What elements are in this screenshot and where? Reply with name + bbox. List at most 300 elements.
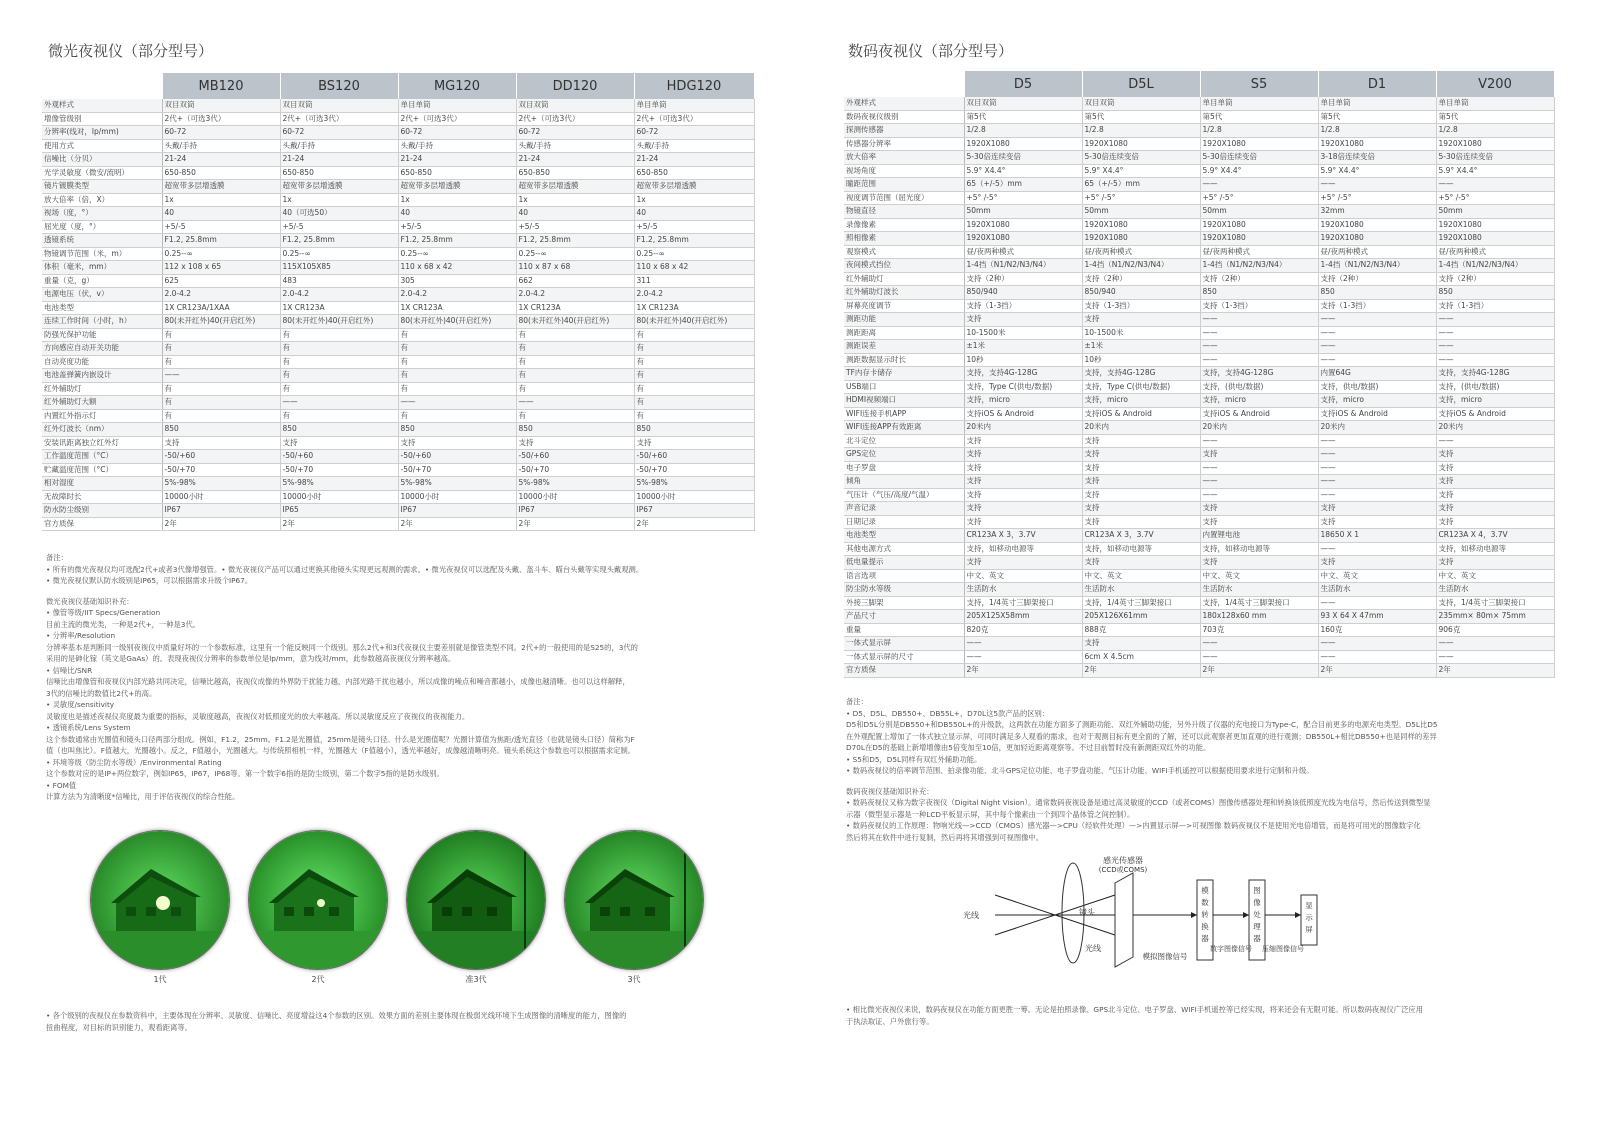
generation-3 bbox=[564, 830, 704, 985]
footer-line: • 相比微光夜视仪来说，数码夜视仪在功能方面更胜一筹。无论是拍照录像、GPS北斗定位、电子罗盘、WIFI手机遥控等已经实现，将来还会有无限可能。所以数码夜视仪广泛应用 bbox=[846, 1005, 1423, 1014]
display-box-label: 显示屏 bbox=[1305, 901, 1313, 934]
spec-value-cell: 支持 bbox=[1200, 515, 1318, 529]
analog-signal-label: 模拟图像信号 bbox=[1142, 952, 1188, 961]
spec-value-cell: 支持（2种） bbox=[1200, 272, 1318, 286]
spec-value-cell: 支持，支持4G-128G bbox=[1082, 367, 1200, 381]
processor-box-label: 图像处理器 bbox=[1253, 886, 1261, 943]
spec-label-cell: 自动亮度功能 bbox=[42, 355, 162, 369]
spec-value-cell: 有 bbox=[634, 369, 754, 383]
spec-value-cell: 支持 bbox=[516, 436, 634, 450]
spec-value-cell: 生活防水 bbox=[1318, 583, 1436, 597]
spec-value-cell: +5/-5 bbox=[516, 220, 634, 234]
table-row bbox=[844, 421, 1554, 435]
spec-value-cell: 支持（2种） bbox=[1318, 272, 1436, 286]
spec-label-cell: 低电量提示 bbox=[844, 556, 964, 570]
spec-value-cell: —— bbox=[1436, 650, 1554, 664]
spec-value-cell: 支持 bbox=[398, 436, 516, 450]
spec-value-cell: 2年 bbox=[1318, 664, 1436, 678]
spec-value-cell: 双目双筒 bbox=[280, 99, 398, 112]
spec-value-cell: —— bbox=[1318, 434, 1436, 448]
spec-value-cell: 支持，(供电/数据) bbox=[1200, 380, 1318, 394]
spec-value-cell: 有 bbox=[280, 369, 398, 383]
spec-value-cell: 2年 bbox=[1082, 664, 1200, 678]
spec-value-cell: 支持 bbox=[1082, 313, 1200, 327]
table-row bbox=[42, 328, 754, 342]
night-vision-sample-image bbox=[248, 830, 388, 970]
spec-value-cell: 2.0-4.2 bbox=[398, 288, 516, 302]
table-row bbox=[844, 272, 1554, 286]
spec-value-cell: 20米内 bbox=[1200, 421, 1318, 435]
table-row bbox=[42, 355, 754, 369]
spec-label-cell: 电池类型 bbox=[42, 301, 162, 315]
spec-value-cell: —— bbox=[1318, 596, 1436, 610]
spec-value-cell: 60-72 bbox=[280, 126, 398, 140]
spec-label-cell: GPS定位 bbox=[844, 448, 964, 462]
spec-value-cell: 有 bbox=[280, 342, 398, 356]
spec-value-cell: 50mm bbox=[1436, 205, 1554, 219]
spec-value-cell: 0.25--∞ bbox=[280, 247, 398, 261]
spec-value-cell: 支持 bbox=[1082, 488, 1200, 502]
model-header: V200 bbox=[1436, 71, 1554, 97]
spec-value-cell: 2年 bbox=[1200, 664, 1318, 678]
spec-value-cell: 3-18倍连续变倍 bbox=[1318, 151, 1436, 165]
knowledge-line: 信噪比由增像管和夜视仪内部光路共同决定，信噪比越高，夜视仪成像的外界防干扰能力越，内部光路干扰也越小，所以成像的噪点和噪音都越小，成像也越清晰。也可以这样解释， bbox=[46, 677, 630, 686]
table-row bbox=[844, 137, 1554, 151]
model-header: D1 bbox=[1318, 71, 1436, 97]
spec-value-cell: 支持 bbox=[280, 436, 398, 450]
spec-value-cell: 40 bbox=[162, 207, 280, 221]
spec-value-cell: 内置锂电池 bbox=[1200, 529, 1318, 543]
spec-value-cell: 支持，(供电/数据) bbox=[1436, 380, 1554, 394]
spec-value-cell: 2代+（可选3代） bbox=[280, 112, 398, 126]
spec-value-cell: —— bbox=[1200, 461, 1318, 475]
spec-label-cell: 探测传感器 bbox=[844, 124, 964, 138]
spec-value-cell: 单目单筒 bbox=[1200, 97, 1318, 110]
knowledge-line: 这个参数对应的是IP+两位数字，例如IP65，IP67，IP68等。第一个数字6指的是防尘级别，第二个数字5指的是防水级别。 bbox=[46, 769, 444, 778]
spec-value-cell: —— bbox=[1436, 178, 1554, 192]
spec-value-cell: 生活防水 bbox=[1436, 583, 1554, 597]
table-row bbox=[844, 502, 1554, 516]
spec-value-cell: 第5代 bbox=[1082, 110, 1200, 124]
spec-value-cell: 483 bbox=[280, 274, 398, 288]
spec-value-cell: 支持iOS & Android bbox=[1436, 407, 1554, 421]
spec-value-cell: 有 bbox=[516, 328, 634, 342]
spec-value-cell: 1920X1080 bbox=[1436, 137, 1554, 151]
spec-value-cell: —— bbox=[1318, 637, 1436, 651]
spec-label-cell: 电子罗盘 bbox=[844, 461, 964, 475]
spec-value-cell: —— bbox=[964, 637, 1082, 651]
spec-value-cell: 支持 bbox=[1082, 475, 1200, 489]
spec-label-cell: 倾角 bbox=[844, 475, 964, 489]
spec-value-cell: 支持，Type C(供电/数据) bbox=[964, 380, 1082, 394]
spec-value-cell: 支持 bbox=[964, 448, 1082, 462]
spec-value-cell: 850 bbox=[634, 423, 754, 437]
model-header: D5 bbox=[964, 71, 1082, 97]
spec-value-cell: 生活防水 bbox=[964, 583, 1082, 597]
spec-value-cell: F1.2, 25.8mm bbox=[280, 234, 398, 248]
adc-box-label: 模数转换器 bbox=[1201, 886, 1209, 943]
spec-value-cell: 有 bbox=[398, 409, 516, 423]
spec-value-cell: 5-30倍连续变倍 bbox=[1200, 151, 1318, 165]
model-header: S5 bbox=[1200, 71, 1318, 97]
spec-value-cell: 中文、英文 bbox=[1318, 569, 1436, 583]
spec-value-cell: -50/+60 bbox=[280, 450, 398, 464]
spec-value-cell: 支持，如移动电源等 bbox=[1082, 542, 1200, 556]
spec-value-cell: 支持（2种） bbox=[1436, 272, 1554, 286]
knowledge-line: • 环境等级（防尘防水等级）/Environmental Rating bbox=[46, 757, 222, 767]
note-line: D5和D5L分别是DB550+和DB550L+的升级款，这两款在功能方面多了测距功能、双红外辅助功能，另外升级了仪器的充电接口为Type-C，配合目前更多的电源充电类型。D5L比D5 bbox=[846, 720, 1438, 729]
spec-value-cell: 850 bbox=[1200, 286, 1318, 300]
spec-value-cell: 5.9° X4.4° bbox=[1436, 164, 1554, 178]
table-row bbox=[42, 166, 754, 180]
note-line: • S5和D5，D5L同样有双红外辅助功能。 bbox=[846, 754, 982, 764]
table-row bbox=[42, 396, 754, 410]
left-section-title: 微光夜视仪（部分型号） bbox=[48, 42, 214, 60]
arrow-head bbox=[1191, 912, 1197, 918]
table-header-row bbox=[844, 71, 1554, 97]
knowledge-line: • 像管等级/IIT Specs/Generation bbox=[46, 608, 161, 617]
spec-value-cell: IP67 bbox=[634, 504, 754, 518]
spec-label-cell: 红外辅助灯大额 bbox=[42, 396, 162, 410]
knowledge-line: • FOM值 bbox=[46, 780, 77, 790]
spec-value-cell: 2年 bbox=[398, 517, 516, 531]
table-row bbox=[42, 220, 754, 234]
spec-value-cell: F1.2, 25.8mm bbox=[634, 234, 754, 248]
model-header: MB120 bbox=[162, 73, 280, 99]
spec-label-cell: 瞳距范围 bbox=[844, 178, 964, 192]
spec-value-cell: 2.0-4.2 bbox=[162, 288, 280, 302]
spec-value-cell: 50mm bbox=[1082, 205, 1200, 219]
spec-label-cell: 录像像素 bbox=[844, 218, 964, 232]
spec-value-cell: 有 bbox=[162, 396, 280, 410]
spec-value-cell: 820克 bbox=[964, 623, 1082, 637]
spec-value-cell: -50/+60 bbox=[634, 450, 754, 464]
spec-value-cell: 头戴/手持 bbox=[162, 139, 280, 153]
spec-value-cell: 40 bbox=[516, 207, 634, 221]
spec-value-cell: 5.9° X4.4° bbox=[1082, 164, 1200, 178]
spec-value-cell: 1920X1080 bbox=[1318, 232, 1436, 246]
spec-value-cell: 1920X1080 bbox=[1082, 218, 1200, 232]
spec-label-cell: 测距距离 bbox=[844, 326, 964, 340]
spec-value-cell: 支持 bbox=[1436, 556, 1554, 570]
spec-value-cell: 180x128x60 mm bbox=[1200, 610, 1318, 624]
spec-value-cell: —— bbox=[1318, 488, 1436, 502]
generation-label: 准3代 bbox=[465, 975, 487, 984]
spec-value-cell: 内置64G bbox=[1318, 367, 1436, 381]
knowledge-line: 目前主流的微光类，一种是2代+，一种是3代。 bbox=[46, 619, 201, 629]
table-row bbox=[42, 139, 754, 153]
spec-label-cell: 一体式显示屏的尺寸 bbox=[844, 650, 964, 664]
spec-value-cell: 有 bbox=[162, 382, 280, 396]
table-row bbox=[844, 97, 1554, 110]
spec-label-cell: 气压计（气压/高度/气温） bbox=[844, 488, 964, 502]
table-row bbox=[844, 191, 1554, 205]
knowledge-line: 这个参数通常由光圈值和镜头口径两部分组成。例如，F1.2，25mm。F1.2是光圈值，25mm是镜头口径。什么是光圈值呢？光圈计算值为焦距/透光直径（也就是镜头口径）简称为F bbox=[46, 734, 635, 744]
spec-label-cell: 北斗定位 bbox=[844, 434, 964, 448]
spec-value-cell: 850 bbox=[280, 423, 398, 437]
spec-value-cell: 850/940 bbox=[964, 286, 1082, 300]
spec-value-cell: —— bbox=[1436, 340, 1554, 354]
spec-value-cell: 支持 bbox=[964, 475, 1082, 489]
table-row bbox=[42, 477, 754, 491]
table-row bbox=[42, 234, 754, 248]
model-header: DD120 bbox=[516, 73, 634, 99]
spec-value-cell: 650-850 bbox=[516, 166, 634, 180]
spec-value-cell: 110 x 68 x 42 bbox=[634, 261, 754, 275]
knowledge-line: 值（也叫焦比）。F值越大，光圈越小。反之，F值越小，光圈越大。与传统照相机一样，光圈越大（F值越小），透光率越好，成像越清晰明亮。镜头系统这个参数也可以根据需求定制。 bbox=[46, 746, 636, 755]
spec-value-cell: 5.9° X4.4° bbox=[1200, 164, 1318, 178]
spec-value-cell: 支持 bbox=[1436, 488, 1554, 502]
spec-value-cell: IP67 bbox=[398, 504, 516, 518]
knowledge-line: • 灵敏度/sensitivity bbox=[46, 700, 115, 709]
table-row bbox=[844, 529, 1554, 543]
spec-value-cell: 支持 bbox=[1082, 556, 1200, 570]
spec-value-cell: —— bbox=[1200, 650, 1318, 664]
table-row bbox=[844, 434, 1554, 448]
spec-label-cell: 红外辅助灯波长 bbox=[844, 286, 964, 300]
spec-label-cell: 安装讯距离独立红外灯 bbox=[42, 436, 162, 450]
table-row bbox=[844, 259, 1554, 273]
spec-value-cell: 5.9° X4.4° bbox=[964, 164, 1082, 178]
spec-value-cell: 40（可选50） bbox=[280, 207, 398, 221]
spec-value-cell: 支持（1-3挡） bbox=[1436, 299, 1554, 313]
spec-value-cell: 80(未开红外)40(开启红外) bbox=[398, 315, 516, 329]
spec-value-cell: 850 bbox=[516, 423, 634, 437]
table-row bbox=[844, 650, 1554, 664]
spec-value-cell: 662 bbox=[516, 274, 634, 288]
spec-label-cell: HDMI视频端口 bbox=[844, 394, 964, 408]
knowledge-line: • 信噪比/SNR bbox=[46, 665, 93, 675]
spec-value-cell: 支持 bbox=[1200, 502, 1318, 516]
spec-value-cell: 有 bbox=[516, 342, 634, 356]
spec-value-cell: 有 bbox=[162, 342, 280, 356]
spec-value-cell: 支持 bbox=[1200, 556, 1318, 570]
spec-value-cell: 10000小时 bbox=[516, 490, 634, 504]
spec-value-cell: —— bbox=[398, 396, 516, 410]
spec-value-cell: 5-30倍连续变倍 bbox=[964, 151, 1082, 165]
spec-value-cell: 1/2.8 bbox=[1318, 124, 1436, 138]
spec-label-cell: 防强光保护功能 bbox=[42, 328, 162, 342]
spec-value-cell: 311 bbox=[634, 274, 754, 288]
table-row bbox=[844, 475, 1554, 489]
spec-value-cell: 有 bbox=[516, 355, 634, 369]
spec-value-cell: IP67 bbox=[516, 504, 634, 518]
spec-value-cell: 850 bbox=[1436, 286, 1554, 300]
spec-value-cell: 支持，micro bbox=[1436, 394, 1554, 408]
footer-line: 扭曲程度，对目标的识别能力，观看距离等。 bbox=[46, 1022, 192, 1032]
spec-label-cell: 方向感应自动开关功能 bbox=[42, 342, 162, 356]
spec-value-cell: 205X126X61mm bbox=[1082, 610, 1200, 624]
spec-value-cell: 支持 bbox=[964, 488, 1082, 502]
spec-value-cell: 906克 bbox=[1436, 623, 1554, 637]
table-row bbox=[844, 461, 1554, 475]
spec-label-cell: 红外灯波长（nm） bbox=[42, 423, 162, 437]
digital-signal-label: 数字图像信号 bbox=[1210, 945, 1252, 953]
spec-value-cell: 有 bbox=[162, 328, 280, 342]
spec-value-cell: 1x bbox=[634, 193, 754, 207]
spec-value-cell: 2年 bbox=[1436, 664, 1554, 678]
spec-value-cell: 65（+/-5）mm bbox=[1082, 178, 1200, 192]
spec-value-cell: +5° /-5° bbox=[1082, 191, 1200, 205]
spec-value-cell: 5-30倍连续变倍 bbox=[1082, 151, 1200, 165]
spec-value-cell: 205X125X58mm bbox=[964, 610, 1082, 624]
spec-value-cell: 10-1500米 bbox=[964, 326, 1082, 340]
spec-value-cell: 有 bbox=[516, 369, 634, 383]
spec-value-cell: 2年 bbox=[162, 517, 280, 531]
spec-value-cell: +5° /-5° bbox=[1200, 191, 1318, 205]
header-blank-cell bbox=[844, 71, 964, 97]
spec-label-cell: 重量（克，g） bbox=[42, 274, 162, 288]
spec-value-cell: 1-4挡（N1/N2/N3/N4） bbox=[1436, 259, 1554, 273]
spec-value-cell: 有 bbox=[398, 382, 516, 396]
spec-value-cell: 有 bbox=[634, 355, 754, 369]
spec-value-cell: 1920X1080 bbox=[1082, 137, 1200, 151]
spec-value-cell: 支持 bbox=[634, 436, 754, 450]
spec-value-cell: 支持 bbox=[964, 461, 1082, 475]
spec-label-cell: 信噪比（分贝） bbox=[42, 153, 162, 167]
spec-label-cell: 官方质保 bbox=[844, 664, 964, 678]
spec-value-cell: +5/-5 bbox=[634, 220, 754, 234]
spec-value-cell: —— bbox=[1318, 542, 1436, 556]
knowledge-line: 分辨率基本是判断同一级别夜视仪中质量好坏的一个参数标准，这里有一个能反映同一个级别。那么2代+和3代夜视仪主要差别就是像管类型不同。2代+的一般使用的是S25的，3代的 bbox=[46, 642, 638, 652]
spec-value-cell: 第5代 bbox=[1318, 110, 1436, 124]
spec-value-cell: 93 X 64 X 47mm bbox=[1318, 610, 1436, 624]
spec-value-cell: 生活防水 bbox=[1082, 583, 1200, 597]
spec-value-cell: 2.0-4.2 bbox=[516, 288, 634, 302]
spec-value-cell: 支持 bbox=[1082, 502, 1200, 516]
spec-value-cell: 支持，micro bbox=[964, 394, 1082, 408]
table-row bbox=[42, 153, 754, 167]
spec-value-cell: 1920X1080 bbox=[1082, 232, 1200, 246]
spec-value-cell: 110 x 68 x 42 bbox=[398, 261, 516, 275]
model-header: BS120 bbox=[280, 73, 398, 99]
spec-value-cell: 10秒 bbox=[964, 353, 1082, 367]
spec-value-cell: 850 bbox=[162, 423, 280, 437]
spec-value-cell: -50/+60 bbox=[162, 450, 280, 464]
spec-label-cell: 屈光度（度，°） bbox=[42, 220, 162, 234]
spec-value-cell: 支持，如移动电源等 bbox=[1436, 542, 1554, 556]
table-row bbox=[844, 623, 1554, 637]
spec-value-cell: 支持iOS & Android bbox=[1318, 407, 1436, 421]
spec-value-cell: —— bbox=[1436, 326, 1554, 340]
spec-value-cell: 有 bbox=[280, 382, 398, 396]
spec-value-cell: 1x bbox=[162, 193, 280, 207]
spec-value-cell: -50/+70 bbox=[634, 463, 754, 477]
compressed-signal-label: 压缩图像信号 bbox=[1262, 945, 1304, 953]
spec-value-cell: 有 bbox=[634, 382, 754, 396]
spec-value-cell: 有 bbox=[634, 342, 754, 356]
spec-value-cell: 支持，micro bbox=[1082, 394, 1200, 408]
table-row bbox=[844, 205, 1554, 219]
generation-label: 1代 bbox=[153, 975, 167, 984]
table-row bbox=[42, 112, 754, 126]
spec-label-cell: 防尘防水等级 bbox=[844, 583, 964, 597]
spec-value-cell: —— bbox=[1436, 637, 1554, 651]
generation-1 bbox=[90, 830, 230, 985]
spec-label-cell: 外观样式 bbox=[844, 97, 964, 110]
table-row bbox=[42, 463, 754, 477]
generation-2 bbox=[248, 830, 388, 985]
spec-value-cell: 1-4挡（N1/N2/N3/N4） bbox=[1082, 259, 1200, 273]
spec-value-cell: 2代+（可选3代） bbox=[634, 112, 754, 126]
spec-value-cell: 第5代 bbox=[964, 110, 1082, 124]
spec-label-cell: 官方质保 bbox=[42, 517, 162, 531]
spec-value-cell: 支持 bbox=[1436, 502, 1554, 516]
spec-label-cell: 红外辅助灯 bbox=[42, 382, 162, 396]
spec-value-cell: 1x bbox=[398, 193, 516, 207]
spec-value-cell: 5.9° X4.4° bbox=[1318, 164, 1436, 178]
spec-value-cell: 10000小时 bbox=[162, 490, 280, 504]
spec-value-cell: —— bbox=[1318, 475, 1436, 489]
spec-value-cell: 60-72 bbox=[634, 126, 754, 140]
spec-value-cell: —— bbox=[1436, 434, 1554, 448]
spec-label-cell: USB端口 bbox=[844, 380, 964, 394]
spec-value-cell: 1920X1080 bbox=[1200, 137, 1318, 151]
spec-value-cell: -50/+70 bbox=[516, 463, 634, 477]
spec-value-cell: 昼/夜两种模式 bbox=[1200, 245, 1318, 259]
spec-value-cell: 2代+（可选3代） bbox=[162, 112, 280, 126]
spec-value-cell: 有 bbox=[634, 409, 754, 423]
table-row bbox=[42, 342, 754, 356]
table-row bbox=[844, 583, 1554, 597]
spec-value-cell: —— bbox=[1200, 178, 1318, 192]
spec-label-cell: 光学灵敏度（微安/流明） bbox=[42, 166, 162, 180]
spec-value-cell: 115X105X85 bbox=[280, 261, 398, 275]
spec-label-cell: 相对湿度 bbox=[42, 477, 162, 491]
spec-value-cell: -50/+70 bbox=[162, 463, 280, 477]
header-blank-cell bbox=[42, 73, 162, 99]
table-row bbox=[42, 261, 754, 275]
spec-value-cell: 703克 bbox=[1200, 623, 1318, 637]
spec-value-cell: 支持（2种） bbox=[1082, 272, 1200, 286]
spec-value-cell: 650-850 bbox=[280, 166, 398, 180]
table-row bbox=[844, 151, 1554, 165]
spec-value-cell: —— bbox=[1318, 178, 1436, 192]
spec-value-cell: 6cm X 4.5cm bbox=[1082, 650, 1200, 664]
spec-value-cell: 18650 X 1 bbox=[1318, 529, 1436, 543]
footer-line: • 各个级别的夜视仪在参数资料中，主要体现在分辨率、灵敏度、信噪比、亮度增益这4个参数的区别。效果方面的差别主要体现在极弱光线环境下生成图像的清晰度的能力，图像的 bbox=[46, 1011, 627, 1020]
spec-value-cell: 支持，1/4英寸三脚架接口 bbox=[1082, 596, 1200, 610]
night-vision-sample-image bbox=[90, 830, 230, 970]
note-line: • 所有的微光夜视仪均可选配2代+或者3代像增强管。• 微光夜视仪产品可以通过更换其他镜头实现更远观测的需求。• 微光夜视仪可以选配及头戴、盔斗车、瞄台头戴等实现头戴观测。 bbox=[46, 564, 644, 574]
spec-value-cell: 支持 bbox=[1200, 448, 1318, 462]
generation-label: 3代 bbox=[627, 975, 641, 984]
spec-value-cell: 第5代 bbox=[1436, 110, 1554, 124]
spec-value-cell: 支持 bbox=[1082, 637, 1200, 651]
spec-value-cell: CR123A X 3，3.7V bbox=[964, 529, 1082, 543]
spec-value-cell: 10-1500米 bbox=[1082, 326, 1200, 340]
spec-value-cell: 0.25--∞ bbox=[398, 247, 516, 261]
spec-label-cell: 传感器分辨率 bbox=[844, 137, 964, 151]
spec-label-cell: 视场角度 bbox=[844, 164, 964, 178]
spec-value-cell: 超宽带多层增透膜 bbox=[162, 180, 280, 194]
table-row bbox=[844, 340, 1554, 354]
knowledge-line: 采用的是砷化镓（英文是GaAs）的。表现夜视仪分辨率的参数单位是lp/mm，意为线对/mm，此参数越高夜视仪分辨率越高。 bbox=[46, 654, 456, 663]
spec-label-cell: 一体式显示屏 bbox=[844, 637, 964, 651]
spec-value-cell: 5%-98% bbox=[162, 477, 280, 491]
spec-value-cell: 1X CR123A/1XAA bbox=[162, 301, 280, 315]
spec-value-cell: 1920X1080 bbox=[1436, 232, 1554, 246]
spec-label-cell: 分辨率(线对，lp/mm) bbox=[42, 126, 162, 140]
spec-value-cell: IP67 bbox=[162, 504, 280, 518]
arrow-head bbox=[1243, 912, 1249, 918]
table-row bbox=[844, 367, 1554, 381]
spec-value-cell: 10000小时 bbox=[398, 490, 516, 504]
spec-value-cell: 2年 bbox=[964, 664, 1082, 678]
spec-value-cell: +5° /-5° bbox=[1436, 191, 1554, 205]
spec-value-cell: 支持，如移动电源等 bbox=[1200, 542, 1318, 556]
table-row bbox=[42, 423, 754, 437]
